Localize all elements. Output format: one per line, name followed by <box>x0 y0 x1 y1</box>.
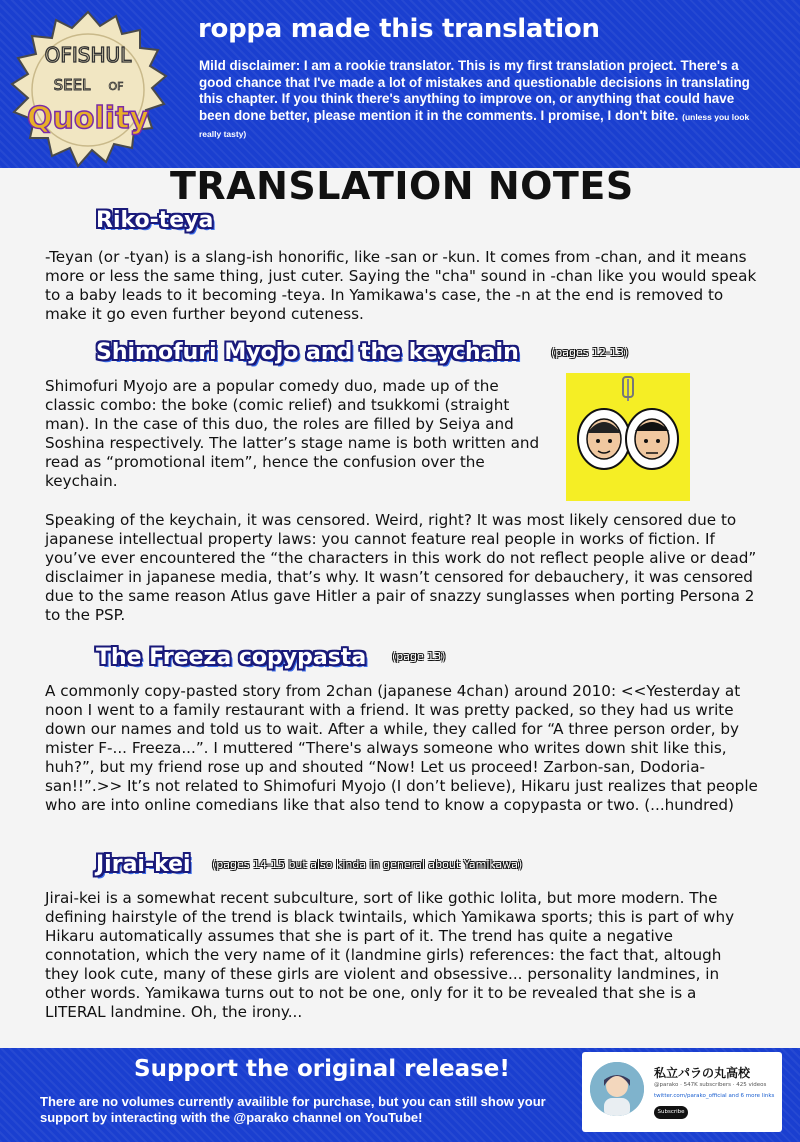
disclaimer-text: Mild disclaimer: I am a rookie translator. This is my first translation project. There's a good chance that I've made a lot of mistakes and questionable decisions in translating this chapter. If you think there's anything to improve on, or anything that could have been done better, please mention it in the comments. I promise, I don't bite. <box>199 58 750 123</box>
avatar-illustration-icon <box>590 1062 644 1116</box>
seal-text-4: Quolity <box>27 101 149 136</box>
seal-text-1: OFISHUL <box>44 43 132 67</box>
seal-text-2: SEEL <box>53 76 91 94</box>
seal-text-3: OF <box>108 80 124 93</box>
section-heading-shimofuri-myojo: Shimofuri Myojo and the keychain <box>96 340 519 365</box>
youtube-channel-card[interactable] <box>582 1052 782 1132</box>
section-note-jirai-kei: (pages 14-15 but also kinda in general about Yamikawa) <box>212 858 523 871</box>
section-note-freeza-copypasta: (page 13) <box>392 650 446 663</box>
disclaimer-aside: (unless you look really tasty) <box>199 111 750 140</box>
section-note-shimofuri-myojo: (pages 12-13) <box>551 346 629 359</box>
section-text-freeza-copypasta: A commonly copy-pasted story from 2chan (japanese 4chan) around 2010: <<Yesterday at noon I went to a family restaurant with a friend. It was pretty packed, so they had us write down our names and told us to wait. After a while, they called for “A three person order, by mister F-... Freeza...”. I muttered “There's always someone who writes down shit like this, huh?”, but my friend rose up and shouted “Now! Let us proceed! Zarbon-san, Dodoria-san!!”.>> It’s not related to Shimofuri Myojo (I don’t believe), Hikaru just realizes that people who are into online comedians like that also tend to know a copypasta or two. (...hundred) <box>45 682 758 814</box>
channel-links[interactable]: twitter.com/parako_official and 6 more links <box>654 1093 775 1099</box>
section-heading-riko-teya: Riko-teya <box>96 208 214 233</box>
section-heading-freeza-copypasta: The Freeza copypasta <box>96 645 367 670</box>
channel-meta: @parako · 547K subscribers · 425 videos <box>654 1082 767 1088</box>
header-disclaimer <box>199 58 769 143</box>
footer-text: There are no volumes currently availible for purchase, but you can still show your support by interacting with the @parako channel on YouTube! <box>40 1094 546 1125</box>
page-title: TRANSLATION NOTES <box>170 164 634 208</box>
quality-seal-badge <box>8 10 168 170</box>
subscribe-button[interactable]: Subscribe <box>654 1106 688 1119</box>
section-text-shimofuri-myojo: Shimofuri Myojo are a popular comedy duo, made up of the classic combo: the boke (comic relief) and tsukkomi (straight man). In the case of this duo, the roles are filled by Seiya and Soshina respectively. The latter’s stage name is both written and read as “promotional item”, hence the confusion over the keychain. <box>45 377 540 490</box>
channel-avatar <box>590 1062 644 1116</box>
section-text-jirai-kei: Jirai-kei is a somewhat recent subculture, sort of like gothic lolita, but more modern. The defining hairstyle of the trend is black twintails, which Yamikawa sports; this is part of why Hikaru automatically assumes that she is part of it. The trend has quite a negative connotation, which the very name of it (landmine girls) references: the fact that, altough they look cute, many of these girls are violent and obsessive... personality landmines, in other words. Yamikawa turns out to not be one, only for it to be revealed that she is a LITERAL landmine. Oh, the irony... <box>45 889 735 1021</box>
section-heading-jirai-kei: Jirai-kei <box>96 852 191 877</box>
footer-title: Support the original release! <box>134 1056 510 1082</box>
header-title: roppa made this translation <box>198 14 600 44</box>
channel-name: 私立パラの丸高校 <box>654 1066 751 1080</box>
section-text-keychain-censorship: Speaking of the keychain, it was censored. Weird, right? It was most likely censored due to japanese intellectual property laws: you cannot feature real people in works of fiction. If you’ve ever encountered the “the characters in this work do not reflect people alive or dead” disclaimer in japanese media, that’s why. It wasn’t censored for debauchery, it was censored due to the same reason Atlus gave Hitler a pair of snazzy sunglasses when porting Persona 2 to the PSP. <box>45 511 757 624</box>
keychain-image <box>566 373 690 501</box>
section-text-riko-teya: -Teyan (or -tyan) is a slang-ish honorific, like -san or -kun. It comes from -chan, and it means more or less the same thing, just cuter. Saying the "cha" sound in -chan like you would speak to a baby leads to it becoming -teya. In Yamikawa's case, the -n at the end is removed to make it go even further beyond cuteness. <box>45 248 757 323</box>
